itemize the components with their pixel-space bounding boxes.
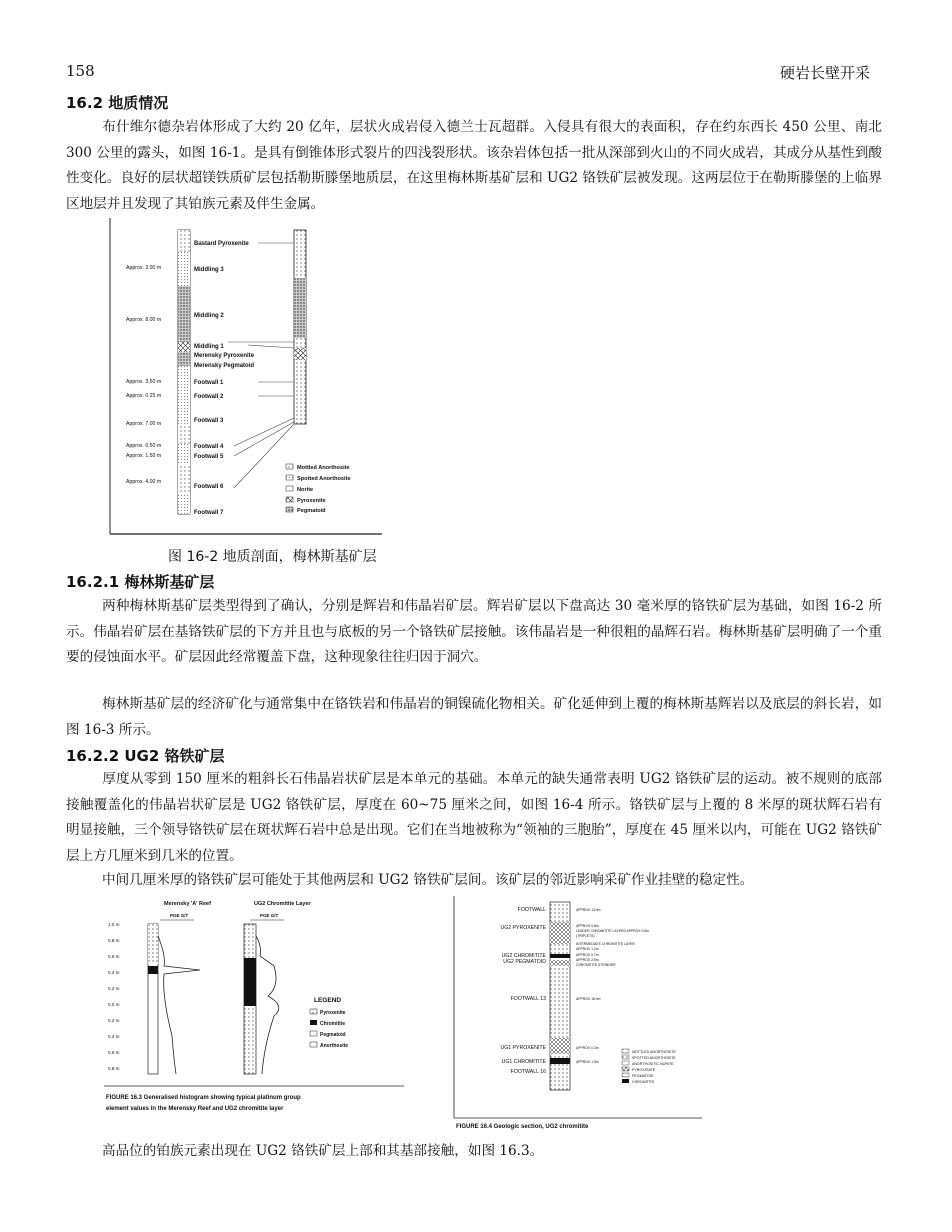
paragraph [66, 767, 882, 869]
legend-label: Pegmatoid [320, 1032, 346, 1038]
layer-label: Footwall 7 [194, 510, 224, 516]
thickness-label: APPROX 2.5m [576, 958, 599, 962]
thickness-label: INTERMEDIATE CHROMITITE LAYER [576, 942, 635, 946]
legend-label: Chromitite [320, 1021, 345, 1027]
chart-title-right: UG2 Chromitite Layer [254, 901, 311, 907]
layer-label: UG1 CHROMITITE [501, 1059, 546, 1065]
axis-label: PGE G/T [260, 913, 279, 918]
thickness-label: LEADER CHROMITITE LAYERS APPROX 0.8m [576, 929, 650, 933]
layer-label: UG2 PYROXENITE [500, 925, 546, 931]
thickness-label: APPROX 0.7m [576, 953, 599, 957]
layer-label: Middling 1 [194, 344, 224, 350]
legend-label: Spotted Anorthosite [297, 476, 351, 482]
depth-label: Approx. 3.50 m [126, 379, 162, 385]
depth-label: Approx. 0.25 m [126, 393, 162, 399]
figure-16-4-section [450, 892, 705, 1132]
depth-label: Approx. 1.50 m [126, 453, 162, 459]
depth-label: Approx. 7.00 m [126, 421, 162, 427]
legend-label: PYROXENITE [632, 1068, 656, 1072]
legend-label: Norite [297, 487, 314, 493]
paragraph [66, 868, 882, 894]
depth-label: Approx. 8.00 m [126, 317, 162, 323]
paragraph-text: 梅林斯基矿层的经济矿化与通常集中在铬铁岩和伟晶岩的铜镍硫化物相关。矿化延伸到上覆的梅林斯基辉岩以及底层的斜长岩，如图 16-3 所示。 [66, 696, 882, 738]
layer-label: FOOTWALL 13 [510, 996, 546, 1002]
figure-caption: FIGURE 16.4 Geologic section, UG2 chromitite [456, 1124, 589, 1130]
thickness-label: APPROX 0.8m [576, 924, 599, 928]
legend-label: Pyroxenite [297, 498, 326, 504]
layer-label: Footwall 6 [194, 484, 224, 490]
figure-caption: element values in the Merensky Reef and UG2 chromitite layer [106, 1106, 284, 1112]
legend-label: Pegmatoid [297, 508, 326, 514]
y-tick: 0.8 m [108, 938, 120, 943]
layer-label: Footwall 2 [194, 394, 224, 400]
y-tick: 0.2 m [108, 1018, 120, 1023]
layer-label: UG1 PYROXENITE [500, 1045, 546, 1051]
chart-title-left: Merensky 'A' Reef [164, 901, 211, 907]
thickness-label: (TRIPLETS) [576, 934, 595, 938]
y-tick: 0.6 m [108, 954, 120, 959]
layer-label: Footwall 3 [194, 418, 224, 424]
layer-label: Footwall 1 [194, 380, 224, 386]
section-title-16-2: 16.2 地质情况 [66, 94, 169, 112]
legend-title: LEGEND [314, 997, 342, 1004]
paragraph [66, 115, 882, 217]
y-tick: 1.0 m [108, 922, 120, 927]
running-header: 硬岩长壁开采 [779, 64, 870, 82]
depth-label: Approx. 0.50 m [126, 443, 162, 449]
axis-label: PGE G/T [170, 913, 189, 918]
legend-label: ANORTHOSITIC NORITE [632, 1062, 674, 1066]
figure-16-2-section [108, 218, 388, 544]
layer-label: FOOTWALL [517, 907, 546, 913]
thickness-label: APPROX 0.3m [576, 1046, 599, 1050]
paragraph-text: 高品位的铂族元素出现在 UG2 铬铁矿层上部和其基部接触，如图 16.3。 [102, 1143, 544, 1159]
legend-label: MOTTLED ANORTHOSITE [632, 1050, 676, 1054]
legend-label: Pyroxenite [320, 1010, 346, 1016]
layer-label: Merensky Pyroxenite [194, 353, 255, 359]
legend-label: Anorthosite [320, 1043, 349, 1049]
y-tick: 0.8 m [108, 1066, 120, 1071]
y-tick: 0.2 m [108, 986, 120, 991]
legend-label: CHROMITITE [632, 1080, 655, 1084]
thickness-label: APPROX 1.2m [576, 947, 599, 951]
layer-label: Middling 3 [194, 267, 224, 273]
layer-label: UG2 CHROMITITE [501, 953, 546, 959]
legend-label: SPOTTED ANORTHOSITE [632, 1056, 676, 1060]
figure-caption: FIGURE 16.3 Generalised histogram showing typical platinum group [106, 1095, 301, 1101]
thickness-label: APPROX 18.0m [576, 997, 601, 1001]
y-tick: 0.4 m [108, 970, 120, 975]
depth-label: Approx. 3.00 m [126, 265, 162, 271]
paragraph-text: 两种梅林斯基矿层类型得到了确认，分别是辉岩和伟晶岩矿层。辉岩矿层以下盘高达 30 毫米厚的铬铁矿层为基础，如图 16-2 所示。伟晶岩矿层在基铬铁矿层的下方并且也与底板的另一个铬铁矿层接触。该伟晶岩是一种很粗的晶辉石岩。梅林斯基矿层明确了一个重要的侵蚀面水平。矿层因此经常覆盖下盘，这种现象往往归因于洞穴。 [66, 598, 882, 666]
depth-label: Approx. 4.00 m [126, 479, 162, 485]
paragraph [66, 594, 882, 671]
layer-label: Bastard Pyroxenite [194, 241, 249, 247]
y-tick: 0.6 m [108, 1050, 120, 1055]
section-title-16-2-2: 16.2.2 UG2 铬铁矿层 [66, 747, 225, 765]
legend-label: PEGMATOID [632, 1074, 654, 1078]
legend-label: Mottled Anorthosite [297, 465, 350, 471]
paragraph-text: 厚度从零到 150 厘米的粗斜长石伟晶岩状矿层是本单元的基础。本单元的缺失通常表明 UG2 铬铁矿层的运动。被不规则的底部接触覆盖化的伟晶岩状矿层是 UG2 铬铁矿层，厚度在 60~75 厘米之间，如图 16-4 所示。铬铁矿层与上覆的 8 米厚的斑状辉石岩有明显接触，三个领导铬铁矿层在斑状辉石岩中总是出现。它们在当地被称为“领袖的三胞胎”，厚度在 45 厘米以内，可能在 UG2 铬铁矿层上方几厘米到几米的位置。 [66, 771, 882, 864]
figure-16-2-caption: 图 16-2 地质剖面，梅林斯基矿层 [168, 549, 377, 565]
paragraph [66, 692, 882, 743]
paragraph [66, 1139, 882, 1165]
layer-label: Merensky Pegmatoid [194, 363, 255, 369]
y-tick: 0.4 m [108, 1034, 120, 1039]
y-tick: 0.0 m [108, 1002, 120, 1007]
figure-16-3-histogram [104, 896, 404, 1122]
thickness-label: APPROX 1.5m [576, 1060, 599, 1064]
thickness-label: APPROX 13.0m [576, 908, 601, 912]
layer-label: UG2 PEGMATOID [503, 959, 546, 965]
thickness-label: CHROMITITE STRINGER [576, 963, 616, 967]
section-title-16-2-1: 16.2.1 梅林斯基矿层 [66, 573, 215, 591]
paragraph-text: 中间几厘米厚的铬铁矿层可能处于其他两层和 UG2 铬铁矿层间。该矿层的邻近影响采矿作业挂壁的稳定性。 [102, 872, 754, 888]
layer-label: Middling 2 [194, 313, 224, 319]
layer-label: Footwall 5 [194, 454, 224, 460]
page-number: 158 [66, 62, 95, 80]
paragraph-text: 布什维尔德杂岩体形成了大约 20 亿年，层状火成岩侵入德兰士瓦超群。入侵具有很大的表面积，存在约东西长 450 公里、南北 300 公里的露头，如图 16-1。是具有倒锥体形式裂片的四浅裂形状。该杂岩体包括一批从深部到火山的不同火成岩，其成分从基性到酸性变化。良好的层状超镁铁质矿层包括勒斯滕堡地质层，在这里梅林斯基矿层和 UG2 铬铁矿层被发现。这两层位于在勒斯滕堡的上临界区地层并且发现了其铂族元素及伴生金属。 [66, 119, 882, 212]
layer-label: Footwall 4 [194, 444, 224, 450]
layer-label: FOOTWALL 16 [510, 1069, 546, 1075]
